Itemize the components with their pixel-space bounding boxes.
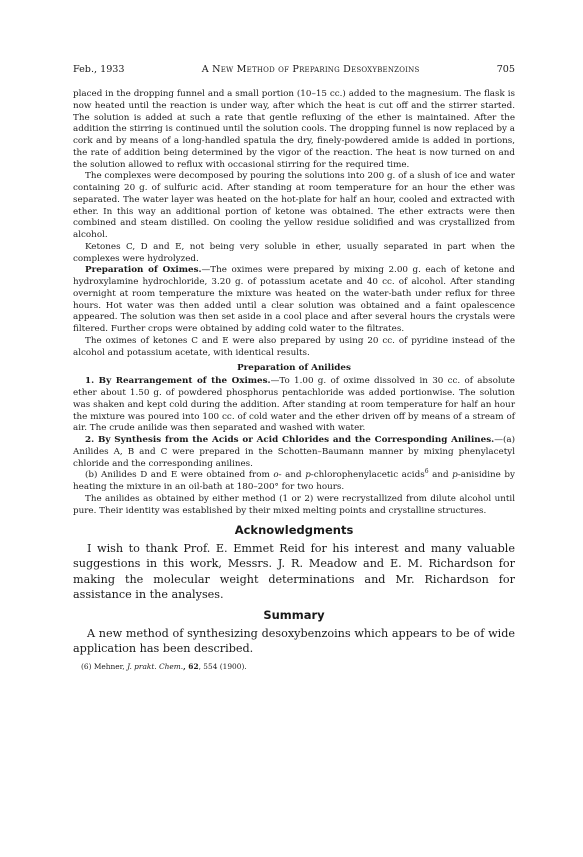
paragraph-decomposition: The complexes were decomposed by pouring the solutions into 200 g. of a slush of ice and water containing 20 g. of sulfuric acid. After standing at room temperature for an hour the ether was separated. The water layer was heated on the hot-plate for half an hour, cooled and extracted with ether. In this way an additional portion of ketone was obtained. The ether extracts were then combined and steam distilled. On cooling the yellow residue solidified and was crystallized from alcohol. [73, 171, 515, 240]
footnote-volume: , 62 [183, 662, 199, 672]
footnote-author: Mehner, [91, 662, 128, 672]
paragraph-ketones: Ketones C, D and E, not being very soluble in ether, usually separated in part when the complexes were hydrolyzed. [73, 241, 515, 264]
header-title: A New Method of Preparing Desoxybenzoins [201, 64, 420, 75]
synthesis-heading: 2. By Synthesis from the Acids or Acid Chlorides and the Corresponding Anilines. [85, 435, 495, 445]
paragraph-anilides-de [73, 470, 515, 494]
footnote-ref[interactable]: 6 [424, 468, 429, 476]
header-date: Feb., 1933 [73, 64, 125, 75]
header-page-number: 705 [496, 64, 515, 75]
acknowledgments-heading: Acknowledgments [234, 523, 354, 538]
anilides-de-text-3: -chlorophenylacetic acids [310, 470, 425, 481]
anilides-de-text-1: (b) Anilides D and E were obtained from [85, 470, 274, 481]
footnote-number: (6) [81, 662, 92, 672]
anilides-de-text-2: and [281, 470, 306, 481]
summary-heading: Summary [263, 608, 325, 623]
journal-page [73, 64, 515, 671]
paragraph-rearrangement [73, 376, 515, 435]
ortho-prefix: o- [273, 470, 282, 481]
rearrangement-heading: 1. By Rearrangement of the Oximes. [85, 376, 271, 387]
footnote-citation: , 554 (1900). [198, 662, 247, 672]
oximes-text: —The oximes were prepared by mixing 2.00 g. each of ketone and hydroxylamine hydrochloride, 3.20 g. of potassium acetate and 40 cc. of alcohol. After standing overnight at room temperature the mixture was heated on the water-bath under reflux for three hours. Hot water was then added until a clear solution was obtained and a faint opalescence appeared. The solution was then set aside in a cool place and after several hours the crystals were filtered. Further crops were obtained by adding cold water to the filtrates. [73, 265, 515, 334]
paragraph-synthesis [73, 435, 515, 470]
para-prefix-2: p [452, 470, 458, 481]
synthesis-text: —(a) Anilides A, B and C were prepared in the Schotten–Baumann manner by mixing phenylacetyl chloride and the corresponding anilines. [73, 435, 515, 469]
summary-text: A new method of synthesizing desoxybenzoins which appears to be of wide application has been described. [73, 627, 515, 656]
acknowledgments-text: I wish to thank Prof. E. Emmet Reid for his interest and many valuable suggestions in this work, Messrs. J. R. Meadow and E. M. Richardson for making the molecular weight determinations and Mr. Richardson for assistance in the analyses. [73, 542, 515, 601]
paragraph-grignard: placed in the dropping funnel and a small portion (10–15 cc.) added to the magnesium. The flask is now heated until the reaction is under way, after which the heat is cut off and the stirrer started. The solution is added at such a rate that gentle refluxing of the ether is maintained. After the addition the stirring is continued until the solution cools. The dropping funnel is now replaced by a cork and by means of a long-handled spatula the dry, finely-powdered amide is added in portions, the rate of addition being determined by the vigor of the reaction. The heat is now turned on and the solution allowed to reflux with occasional stirring for the required time. [73, 89, 515, 170]
anilides-de-text-4: and [428, 470, 453, 481]
running-header [73, 64, 515, 75]
paragraph-recrystallized: The anilides as obtained by either method (1 or 2) were recrystallized from dilute alcohol until pure. Their identity was established by their mixed melting points and crystalline structures. [73, 493, 515, 516]
rearrangement-text: —To 1.00 g. of oxime dissolved in 30 cc. of absolute ether about 1.50 g. of powdered phosphorus pentachloride was added portionwise. The solution was shaken and kept cold during the addition. After standing at room temperature for half an hour the mixture was poured into 100 cc. of cold water and the ether driven off by means of a stream of air. The crude anilide was then separated and washed with water. [73, 376, 515, 434]
anilides-de-text-5: -anisidine by heating the mixture in an oil-bath at 180–200° for two hours. [73, 470, 515, 492]
footnote [73, 662, 515, 671]
paragraph-oximes [73, 265, 515, 336]
anilides-subheading: Preparation of Anilides [237, 363, 351, 374]
oximes-heading: Preparation of Oximes. [85, 265, 202, 276]
para-prefix: p [305, 470, 311, 481]
footnote-journal: J. prakt. Chem. [127, 662, 184, 672]
paragraph-pyridine: The oximes of ketones C and E were also prepared by using 20 cc. of pyridine instead of the alcohol and potassium acetate, with identical results. [73, 335, 515, 358]
